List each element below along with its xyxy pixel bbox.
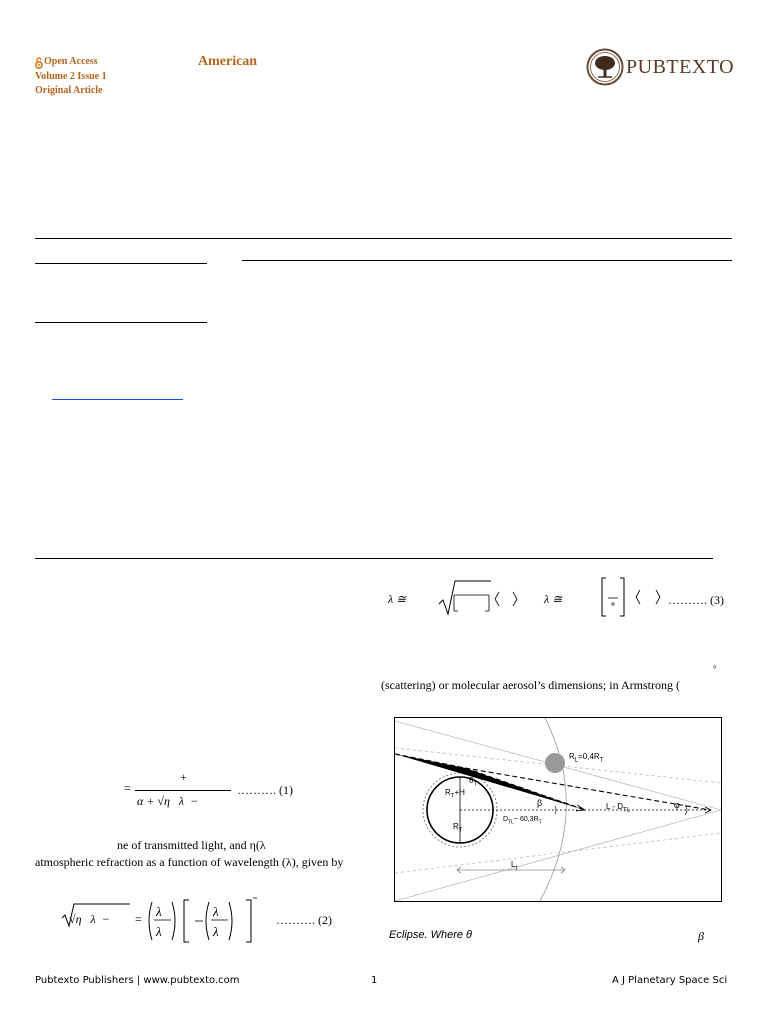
earth-radius-label: $R_T$ bbox=[453, 822, 463, 834]
lt-label: $L_t$ bbox=[511, 860, 518, 872]
eq3-lambda-1: λ ≅ bbox=[388, 592, 407, 606]
eq2-rhs bbox=[143, 896, 263, 946]
figure-caption: Eclipse. Where θ bbox=[389, 929, 472, 941]
svg-text:λ: λ bbox=[213, 924, 219, 939]
eq2-lhs: √η λ − bbox=[69, 912, 110, 926]
moon-radius-label: $R_L=0,4R_T$ bbox=[569, 752, 604, 764]
eq3-lambda-2: λ ≅ bbox=[544, 592, 563, 606]
footer-page-number: 1 bbox=[371, 975, 378, 986]
tree-icon bbox=[586, 48, 624, 86]
footer-journal: A J Planetary Space Sci bbox=[612, 975, 728, 986]
publisher-name: PUBTEXTO bbox=[626, 56, 735, 78]
eq2-label: ………. (2) bbox=[276, 913, 332, 927]
eq2-equals: = bbox=[135, 912, 142, 926]
transmitted-line: ne of transmitted light, and η(λ bbox=[117, 838, 266, 852]
l-dtl-label: L - $D_{TL}$ bbox=[606, 802, 631, 814]
earth-atmos-label: $R_T+H$ bbox=[445, 788, 465, 800]
figure-caption-beta: β bbox=[698, 929, 704, 943]
journal-title: American bbox=[198, 54, 258, 69]
degree-mark: ° bbox=[713, 664, 717, 674]
divider-left-2 bbox=[35, 322, 207, 323]
open-access-icon bbox=[34, 56, 44, 68]
theta-label: $\theta_T$ bbox=[469, 776, 478, 788]
volume-issue: Volume 2 Issue 1 bbox=[35, 71, 107, 82]
divider-main bbox=[35, 558, 713, 559]
email-link[interactable] bbox=[52, 399, 183, 401]
eq1-denominator: α + √η λ − bbox=[137, 794, 199, 808]
divider-left-1 bbox=[35, 263, 207, 264]
eq3-sqrt bbox=[437, 578, 532, 618]
eq1-equals: = bbox=[124, 781, 131, 795]
open-access-label: Open Access bbox=[44, 56, 98, 67]
moon-disc bbox=[545, 753, 565, 773]
eq2-sqrt-sign bbox=[62, 902, 132, 928]
divider-right-1 bbox=[242, 260, 732, 261]
eq1-fraction-bar bbox=[135, 790, 231, 791]
eclipse-figure bbox=[394, 717, 722, 902]
svg-text:λ: λ bbox=[156, 904, 162, 919]
svg-text:λ: λ bbox=[213, 904, 219, 919]
eq1-label: ………. (1) bbox=[237, 783, 293, 797]
eq3-bracket bbox=[600, 576, 665, 618]
dtl-label: $D_{TL}\sim$ $60,3R_T$ bbox=[503, 816, 542, 826]
article-type: Original Article bbox=[35, 85, 103, 96]
eclipse-diagram bbox=[395, 718, 721, 901]
publisher-logo bbox=[586, 48, 736, 88]
beta-label: β bbox=[537, 798, 543, 808]
footer-publisher: Pubtexto Publishers | www.pubtexto.com bbox=[35, 975, 240, 986]
divider-top bbox=[35, 238, 732, 239]
eq1-numerator: + bbox=[180, 770, 187, 784]
refraction-line: atmospheric refraction as a function of wavelength (λ), given by bbox=[35, 855, 344, 869]
scattering-line: (scattering) or molecular aerosol’s dimensions; in Armstrong ( bbox=[381, 678, 680, 692]
eq3-label: ………. (3) bbox=[668, 593, 724, 607]
svg-text:λ: λ bbox=[156, 924, 162, 939]
phi-label: φ bbox=[674, 800, 680, 810]
